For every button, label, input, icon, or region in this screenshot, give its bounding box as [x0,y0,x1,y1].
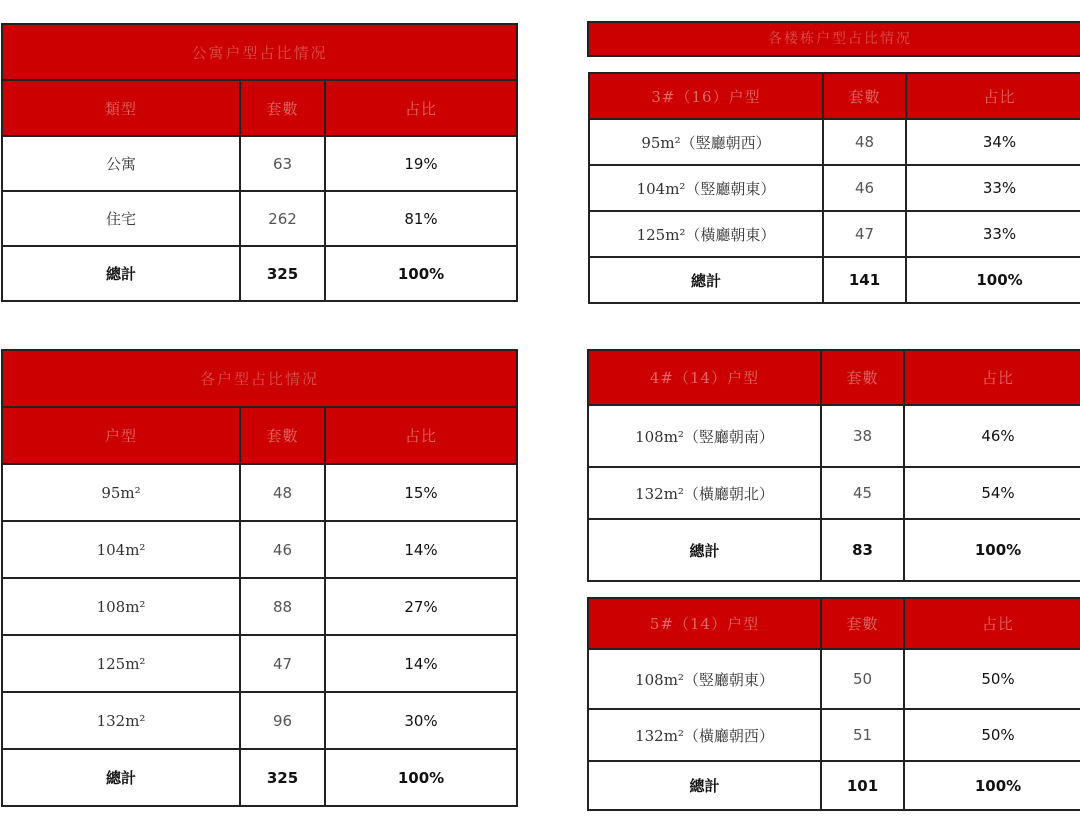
table-row [2,521,517,578]
table-row [589,165,1080,211]
table-row [2,464,517,521]
total-row [588,519,1080,581]
table-title: 公寓户型占比情况 [2,24,517,80]
row-percent: 33% [906,211,1080,257]
row-type: 住宅 [2,191,240,246]
table-row [588,405,1080,467]
column-header-count: 套數 [823,73,906,119]
total-count: 101 [821,761,904,810]
table-row [2,578,517,635]
total-label: 總計 [588,519,821,581]
building-unit-ratio-title: 各楼栋户型占比情况 [587,21,1080,57]
row-count: 38 [821,405,904,467]
row-percent: 50% [904,649,1080,709]
row-percent: 27% [325,578,517,635]
total-label: 總計 [2,749,240,806]
row-count: 47 [240,635,325,692]
building-5-table [587,597,1080,811]
row-count: 46 [823,165,906,211]
column-header-type: 户型 [2,407,240,464]
row-type: 104m² [2,521,240,578]
row-type: 125m²（橫廳朝東） [589,211,823,257]
row-percent: 81% [325,191,517,246]
total-count: 141 [823,257,906,303]
total-percent: 100% [325,246,517,301]
row-percent: 19% [325,136,517,191]
total-count: 325 [240,749,325,806]
total-row [589,257,1080,303]
row-type: 公寓 [2,136,240,191]
column-header-percent: 占比 [904,350,1080,405]
column-header-count: 套數 [821,598,904,649]
row-type: 108m² [2,578,240,635]
table-title: 各户型占比情况 [2,350,517,407]
total-row [588,761,1080,810]
row-count: 45 [821,467,904,519]
row-count: 48 [823,119,906,165]
row-count: 88 [240,578,325,635]
column-header-percent: 占比 [325,407,517,464]
building-3-table [588,72,1080,304]
row-count: 50 [821,649,904,709]
total-label: 總計 [588,761,821,810]
row-count: 46 [240,521,325,578]
row-type: 132m²（橫廳朝西） [588,709,821,761]
total-percent: 100% [325,749,517,806]
total-label: 總計 [589,257,823,303]
column-header-count: 套數 [821,350,904,405]
table-row [2,191,517,246]
column-header-type: 3#（16）户型 [589,73,823,119]
row-type: 104m²（竪廳朝東） [589,165,823,211]
row-percent: 15% [325,464,517,521]
row-percent: 50% [904,709,1080,761]
column-header-type: 5#（14）户型 [588,598,821,649]
row-percent: 46% [904,405,1080,467]
total-row [2,749,517,806]
total-count: 325 [240,246,325,301]
table-row [588,467,1080,519]
row-type: 95m²（竪廳朝西） [589,119,823,165]
row-percent: 14% [325,635,517,692]
table-row [589,211,1080,257]
column-header-percent: 占比 [904,598,1080,649]
total-percent: 100% [906,257,1080,303]
building-4-table [587,349,1080,582]
column-header-count: 套數 [240,80,325,136]
row-count: 51 [821,709,904,761]
row-count: 63 [240,136,325,191]
column-header-type: 類型 [2,80,240,136]
row-percent: 54% [904,467,1080,519]
row-type: 132m² [2,692,240,749]
row-count: 262 [240,191,325,246]
total-row [2,246,517,301]
column-header-count: 套數 [240,407,325,464]
column-header-type: 4#（14）户型 [588,350,821,405]
row-type: 95m² [2,464,240,521]
table-row [589,119,1080,165]
row-type: 125m² [2,635,240,692]
row-count: 48 [240,464,325,521]
total-percent: 100% [904,519,1080,581]
row-count: 47 [823,211,906,257]
total-count: 83 [821,519,904,581]
total-label: 總計 [2,246,240,301]
unit-type-ratio-table [1,349,518,807]
table-row [588,709,1080,761]
row-count: 96 [240,692,325,749]
apartment-ratio-table [1,23,518,302]
row-percent: 34% [906,119,1080,165]
row-percent: 30% [325,692,517,749]
row-percent: 14% [325,521,517,578]
column-header-percent: 占比 [906,73,1080,119]
row-type: 108m²（竪廳朝東） [588,649,821,709]
table-row [2,136,517,191]
table-row [2,635,517,692]
total-percent: 100% [904,761,1080,810]
table-row [588,649,1080,709]
row-type: 108m²（竪廳朝南） [588,405,821,467]
table-row [2,692,517,749]
row-type: 132m²（橫廳朝北） [588,467,821,519]
row-percent: 33% [906,165,1080,211]
column-header-percent: 占比 [325,80,517,136]
